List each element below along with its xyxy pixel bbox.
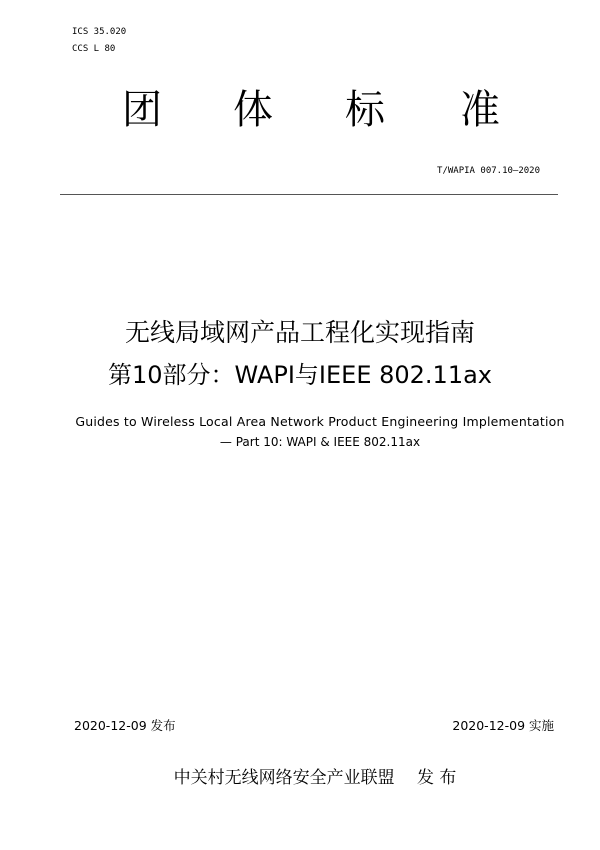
standard-code: T/WAPIA 007.10—2020 — [437, 166, 540, 176]
implement-date: 2020-12-09 实施 — [452, 718, 554, 733]
title-zh-line1: 无线局域网产品工程化实现指南 — [124, 318, 475, 347]
document-type-char: 体 — [233, 87, 273, 133]
document-type-char: 团 — [122, 87, 162, 133]
title-zh-line2: 第10部分：WAPI与IEEE 802.11ax — [107, 361, 492, 389]
document-type-title — [0, 80, 600, 140]
publish-date: 2020-12-09 发布 — [74, 718, 176, 733]
document-type-char: 准 — [460, 87, 500, 133]
ccs-code: CCS L 80 — [72, 44, 116, 54]
title-en-line1: Guides to Wireless Local Area Network Product Engineering Implementation — [75, 414, 565, 429]
ics-code: ICS 35.020 — [72, 27, 127, 37]
document-type-char: 标 — [345, 87, 385, 133]
title-en-line2: — Part 10: WAPI & IEEE 802.11ax — [219, 435, 421, 449]
publisher: 中关村无线网络安全产业联盟 发 布 — [173, 768, 457, 788]
header-rule — [60, 194, 558, 195]
